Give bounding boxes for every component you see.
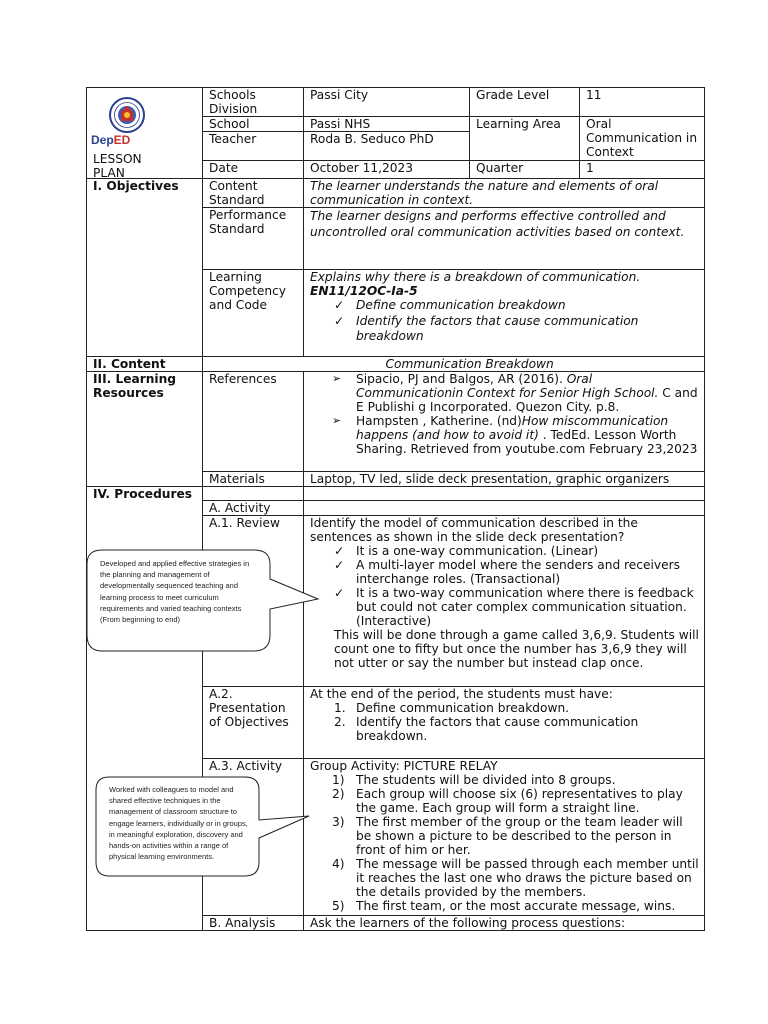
grade-level-value: 11 xyxy=(580,88,705,117)
list-item: 3) The first member of the group or the team leader will be shown a picture to be described to the person in front of him or her. xyxy=(332,815,683,857)
materials-text: Laptop, TV led, slide deck presentation, graphic organizers xyxy=(304,472,705,487)
learning-area-value: Oral Communication in Context xyxy=(580,117,705,161)
quarter-value: 1 xyxy=(580,161,705,179)
review-game: This will be done through a game called 3,6,9. Students will count one to fifty but once the number has 3,6,9 they will not utter or say the number but instead clap once. xyxy=(334,628,699,670)
performance-standard-text: The learner designs and performs effective controlled and uncontrolled oral communication activities based on context. xyxy=(304,208,705,270)
objectives-section: I. Objectives xyxy=(87,179,203,357)
presentation-intro: At the end of the period, the students must have: xyxy=(310,687,613,701)
callout-colleagues xyxy=(95,776,355,886)
quarter-label: Quarter xyxy=(470,161,580,179)
arrow-bullet-icon: ➢ xyxy=(332,414,342,427)
list-item: 1. Define communication breakdown. xyxy=(334,701,570,715)
activity-heading: A. Activity xyxy=(203,501,304,516)
competency-text: Explains why there is a breakdown of communication. xyxy=(310,270,641,284)
list-item: 1) The students will be divided into 8 groups. xyxy=(332,773,616,787)
callout-colleagues-text: Worked with colleagues to model and shared effective techniques in the management of classroom structure to engage learners, individually or in groups, in meaningful exploration, discovery and hands-on activities within a range of physical learning environments. xyxy=(109,785,248,862)
list-item: 2) Each group will choose six (6) representatives to play the game. Each group will form a straight line. xyxy=(332,787,683,815)
teacher-value: Roda B. Seduco PhD xyxy=(304,132,470,161)
school-value: Passi NHS xyxy=(304,117,470,132)
list-item: ✓ Identify the factors that cause communication breakdown xyxy=(334,313,639,343)
resources-section: III. Learning Resources xyxy=(87,372,203,487)
references-cell xyxy=(304,372,705,472)
activity-cell xyxy=(304,759,705,916)
analysis-intro: Ask the learners of the following process questions: xyxy=(304,916,705,931)
activity-intro: Group Activity: PICTURE RELAY xyxy=(310,759,498,773)
competency-label: Learning Competency and Code xyxy=(203,270,304,357)
competency-cell xyxy=(304,270,705,357)
competency-list xyxy=(310,298,700,345)
content-value: Communication Breakdown xyxy=(385,357,554,371)
activity-list xyxy=(310,773,700,913)
references-label: References xyxy=(203,372,304,472)
content-standard-label: Content Standard xyxy=(203,179,304,208)
competency-code: EN11/12OC-Ia-5 xyxy=(310,284,418,298)
presentation-label: A.2. Presentation of Objectives xyxy=(203,687,304,759)
presentation-list xyxy=(310,701,700,743)
lesson-plan-label: LESSON PLAN xyxy=(93,152,142,179)
list-item: 2. Identify the factors that cause communication breakdown. xyxy=(334,715,639,743)
content-value-cell xyxy=(304,357,705,372)
callout-strategies xyxy=(86,549,376,659)
arrow-bullet-icon: ➢ xyxy=(332,372,342,385)
checkmark-icon: ✓ xyxy=(334,313,345,328)
grade-level-label: Grade Level xyxy=(470,88,580,117)
teacher-label: Teacher xyxy=(203,132,304,161)
date-label: Date xyxy=(203,161,304,179)
content-section: II. Content xyxy=(87,357,203,372)
procedures-section: IV. Procedures xyxy=(87,487,203,931)
schools-division-label: Schools Division xyxy=(203,88,304,117)
schools-division-value: Passi City xyxy=(304,88,470,117)
list-item: ✓ A multi-layer model where the senders and receivers interchange roles. (Transactional) xyxy=(334,558,680,586)
deped-logo-text: DepED xyxy=(91,133,131,147)
activity-label: A.3. Activity xyxy=(203,759,304,916)
checkmark-icon: ✓ xyxy=(334,558,345,572)
list-item: 5) The first team, or the most accurate message, wins. xyxy=(332,899,676,913)
logo-cell xyxy=(87,88,203,179)
date-value: October 11,2023 xyxy=(304,161,470,179)
checkmark-icon: ✓ xyxy=(334,298,345,312)
list-item: ➢ Sipacio, PJ and Balgos, AR (2016). Oral Communicationin Context for Senior High School. C and E Publishi g Incorporated. Quezon City. p.8. xyxy=(332,372,698,414)
performance-standard-label: Performance Standard xyxy=(203,208,304,270)
list-item: ✓ It is a two-way communication where there is feedback but could not cater complex communication situation. (Interactive) xyxy=(334,586,694,628)
school-label: School xyxy=(203,117,304,132)
content-standard-text: The learner understands the nature and elements of oral communication in context. xyxy=(304,179,705,208)
callout-strategies-text: Developed and applied effective strategies in the planning and management of developmentally sequenced teaching and learning process to meet curriculum requirements and varied teaching contexts (From beginning to end) xyxy=(100,559,250,625)
checkmark-icon: ✓ xyxy=(334,544,345,558)
presentation-cell xyxy=(304,687,705,759)
references-list xyxy=(310,372,700,456)
materials-label: Materials xyxy=(203,472,304,487)
list-item: ✓ Define communication breakdown xyxy=(334,298,566,312)
list-item: ✓ It is a one-way communication. (Linear) xyxy=(334,544,599,558)
review-intro: Identify the model of communication described in the sentences as shown in the slide deck presentation? xyxy=(310,516,638,544)
list-item: ➢ Hampsten , Katherine. (nd)How miscommunication happens (and how to avoid it) . TedEd. Lesson Worth Sharing. Retrieved from youtube.com February 23,2023 xyxy=(332,414,698,456)
analysis-label: B. Analysis xyxy=(203,916,304,931)
review-label: A.1. Review xyxy=(203,516,304,687)
list-item: 4) The message will be passed through each member until it reaches the last one who draws the picture based on the details provided by the members. xyxy=(332,857,699,899)
learning-area-label: Learning Area xyxy=(470,117,580,161)
checkmark-icon: ✓ xyxy=(334,586,345,600)
